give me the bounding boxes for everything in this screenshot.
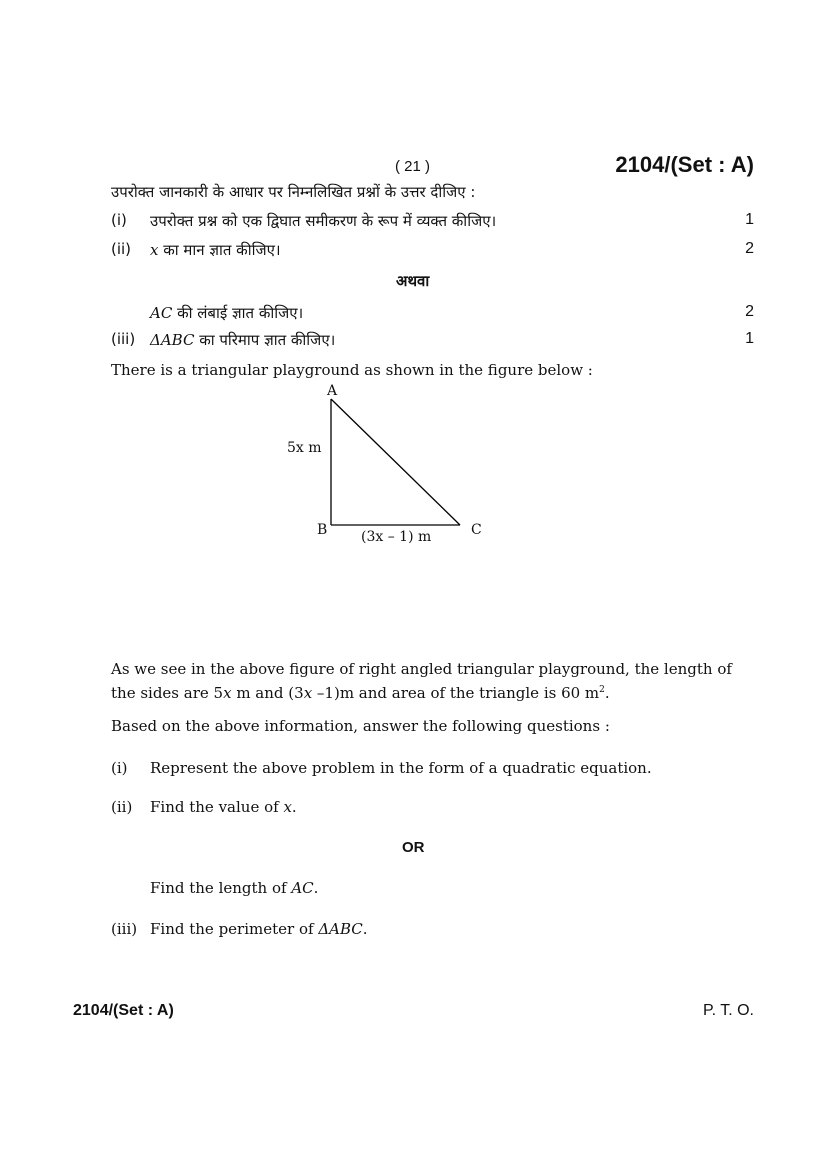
- hindi-q1-text: उपरोक्त प्रश्न को एक द्विघात समीकरण के रूप में व्यक्त कीजिए।: [150, 212, 497, 230]
- english-q3-text: [150, 920, 368, 938]
- para-line2-var1: x: [223, 684, 232, 702]
- english-q2-text-main: Find the value of: [150, 798, 284, 816]
- para-line2-part-c: –1)m and area of the triangle is 60 m: [312, 684, 600, 702]
- english-alt-variable: AC: [291, 879, 314, 897]
- hindi-q1-number: (i): [111, 211, 127, 229]
- english-paragraph-line2: [111, 684, 610, 702]
- hindi-q3-variable: ΔABC: [150, 331, 195, 349]
- english-q3-text-main: Find the perimeter of: [150, 920, 319, 938]
- para-line2-sup: 2: [599, 685, 605, 695]
- pto-label: P. T. O.: [703, 1002, 754, 1019]
- para-line2-part-a: the sides are 5: [111, 684, 224, 702]
- hindi-q2-marks: 2: [745, 240, 754, 257]
- english-alt-question: [150, 879, 318, 897]
- english-q2-variable: x: [283, 798, 292, 816]
- english-q3-end: .: [362, 920, 368, 938]
- english-or: OR: [402, 839, 425, 856]
- hindi-q2-variable: x: [150, 241, 159, 259]
- english-q3-number: (iii): [111, 920, 138, 938]
- vertex-c-label: C: [471, 522, 482, 538]
- english-alt-end: .: [313, 879, 319, 897]
- para-line2-var2: x: [303, 684, 313, 702]
- english-q2-number: (ii): [111, 798, 133, 816]
- hindi-q3-number: (iii): [111, 330, 136, 348]
- english-q1-number: (i): [111, 759, 128, 777]
- hindi-alt-text: की लंबाई ज्ञात कीजिए।: [172, 304, 304, 322]
- english-q1-text: Represent the above problem in the form of a quadratic equation.: [150, 759, 652, 777]
- side-bc-label: (3x – 1) m: [361, 529, 432, 545]
- english-q3-variable: ΔABC: [318, 920, 363, 938]
- hindi-q3-text-rest: का परिमाप ज्ञात कीजिए।: [194, 331, 336, 349]
- hindi-q3-marks: 1: [745, 330, 754, 347]
- vertex-a-label: A: [327, 383, 338, 399]
- paper-code-header: 2104/(Set : A): [615, 152, 754, 177]
- vertex-b-label: B: [317, 522, 328, 538]
- page-number: ( 21 ): [395, 158, 431, 175]
- hindi-alt-variable: AC: [150, 304, 173, 322]
- hindi-or: अथवा: [396, 272, 430, 290]
- hindi-q2-number: (ii): [111, 240, 132, 258]
- side-ab-label: 5x m: [287, 440, 322, 456]
- english-paragraph-line1: As we see in the above figure of right angled triangular playground, the length of: [111, 660, 732, 678]
- english-alt-text: Find the length of: [150, 879, 292, 897]
- english-based: Based on the above information, answer the following questions :: [111, 717, 610, 735]
- paper-code-footer: 2104/(Set : A): [73, 1002, 174, 1019]
- para-line2-part-b: m and (3: [231, 684, 304, 702]
- para-line2-end: .: [604, 684, 610, 702]
- english-q2-text: [150, 798, 297, 816]
- english-q2-end: .: [291, 798, 297, 816]
- hindi-q2-text-rest: का मान ज्ञात कीजिए।: [158, 241, 281, 259]
- hindi-q1-marks: 1: [745, 211, 754, 228]
- hindi-alt-marks: 2: [745, 303, 754, 320]
- side-ac-line: [331, 399, 460, 525]
- english-intro: There is a triangular playground as shown in the figure below :: [111, 361, 593, 379]
- hindi-intro: उपरोक्त जानकारी के आधार पर निम्नलिखित प्रश्नों के उत्तर दीजिए :: [111, 183, 476, 201]
